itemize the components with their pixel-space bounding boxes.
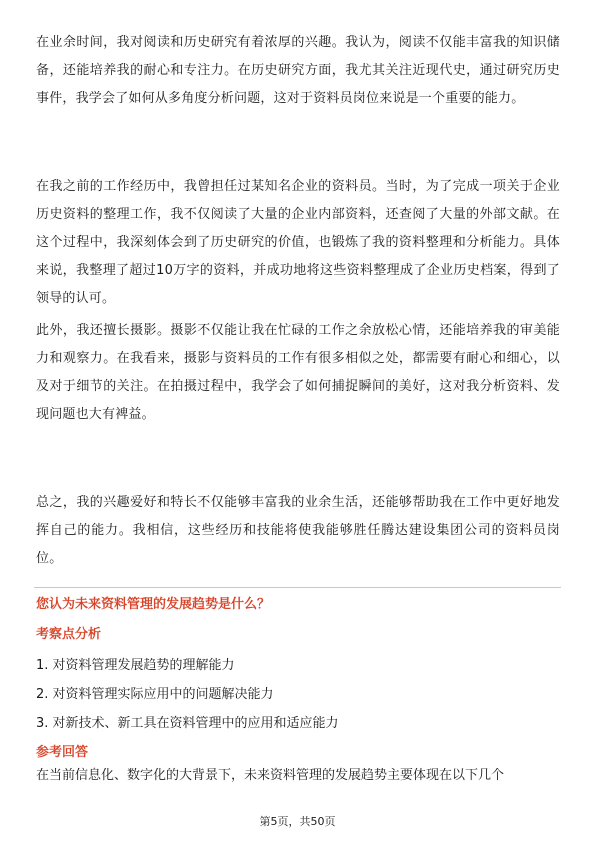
- section-divider: [34, 587, 561, 588]
- answer-heading: 参考回答: [36, 745, 89, 760]
- answer-text: 在当前信息化、数字化的大背景下，未来资料管理的发展趋势主要体现在以下几个: [36, 768, 505, 783]
- list-item: 2. 对资料管理实际应用中的问题解决能力: [36, 687, 274, 702]
- analysis-list: [36, 651, 560, 738]
- page-number: 第5页，共50页: [259, 815, 336, 828]
- interview-question: 您认为未来资料管理的发展趋势是什么？: [36, 597, 271, 612]
- paragraph-experience: 在我之前的工作经历中，我曾担任过某知名企业的资料员。当时，为了完成一项关于企业历史资料的整理工作，我不仅阅读了大量的企业内部资料，还查阅了大量的外部文献。在这个过程中，我深刻体会到了历史研究的价值，也锻炼了我的资料整理和分析能力。具体来说，我整理了超过10万字的资料，并成功地将这些资料整理成了企业历史档案，得到了领导的认可。: [36, 179, 560, 306]
- list-item: 3. 对新技术、新工具在资料管理中的应用和适应能力: [36, 716, 339, 731]
- list-item: 1. 对资料管理发展趋势的理解能力: [36, 658, 235, 673]
- paragraph-photography: 此外，我还擅长摄影。摄影不仅能让我在忙碌的工作之余放松心情，还能培养我的审美能力和观察力。在我看来，摄影与资料员的工作有很多相似之处，都需要有耐心和细心，以及对于细节的关注。在拍摄过程中，我学会了如何捕捉瞬间的美好，这对我分析资料、发现问题也大有裨益。: [36, 323, 560, 422]
- paragraph-summary: 总之，我的兴趣爱好和特长不仅能够丰富我的业余生活，还能够帮助我在工作中更好地发挥自己的能力。我相信，这些经历和技能将使我能够胜任腾达建设集团公司的资料员岗位。: [36, 495, 560, 566]
- paragraph-hobbies: 在业余时间，我对阅读和历史研究有着浓厚的兴趣。我认为，阅读不仅能丰富我的知识储备，还能培养我的耐心和专注力。在历史研究方面，我尤其关注近现代史，通过研究历史事件，我学会了如何从多角度分析问题，这对于资料员岗位来说是一个重要的能力。: [36, 35, 560, 106]
- analysis-heading: 考察点分析: [36, 627, 102, 642]
